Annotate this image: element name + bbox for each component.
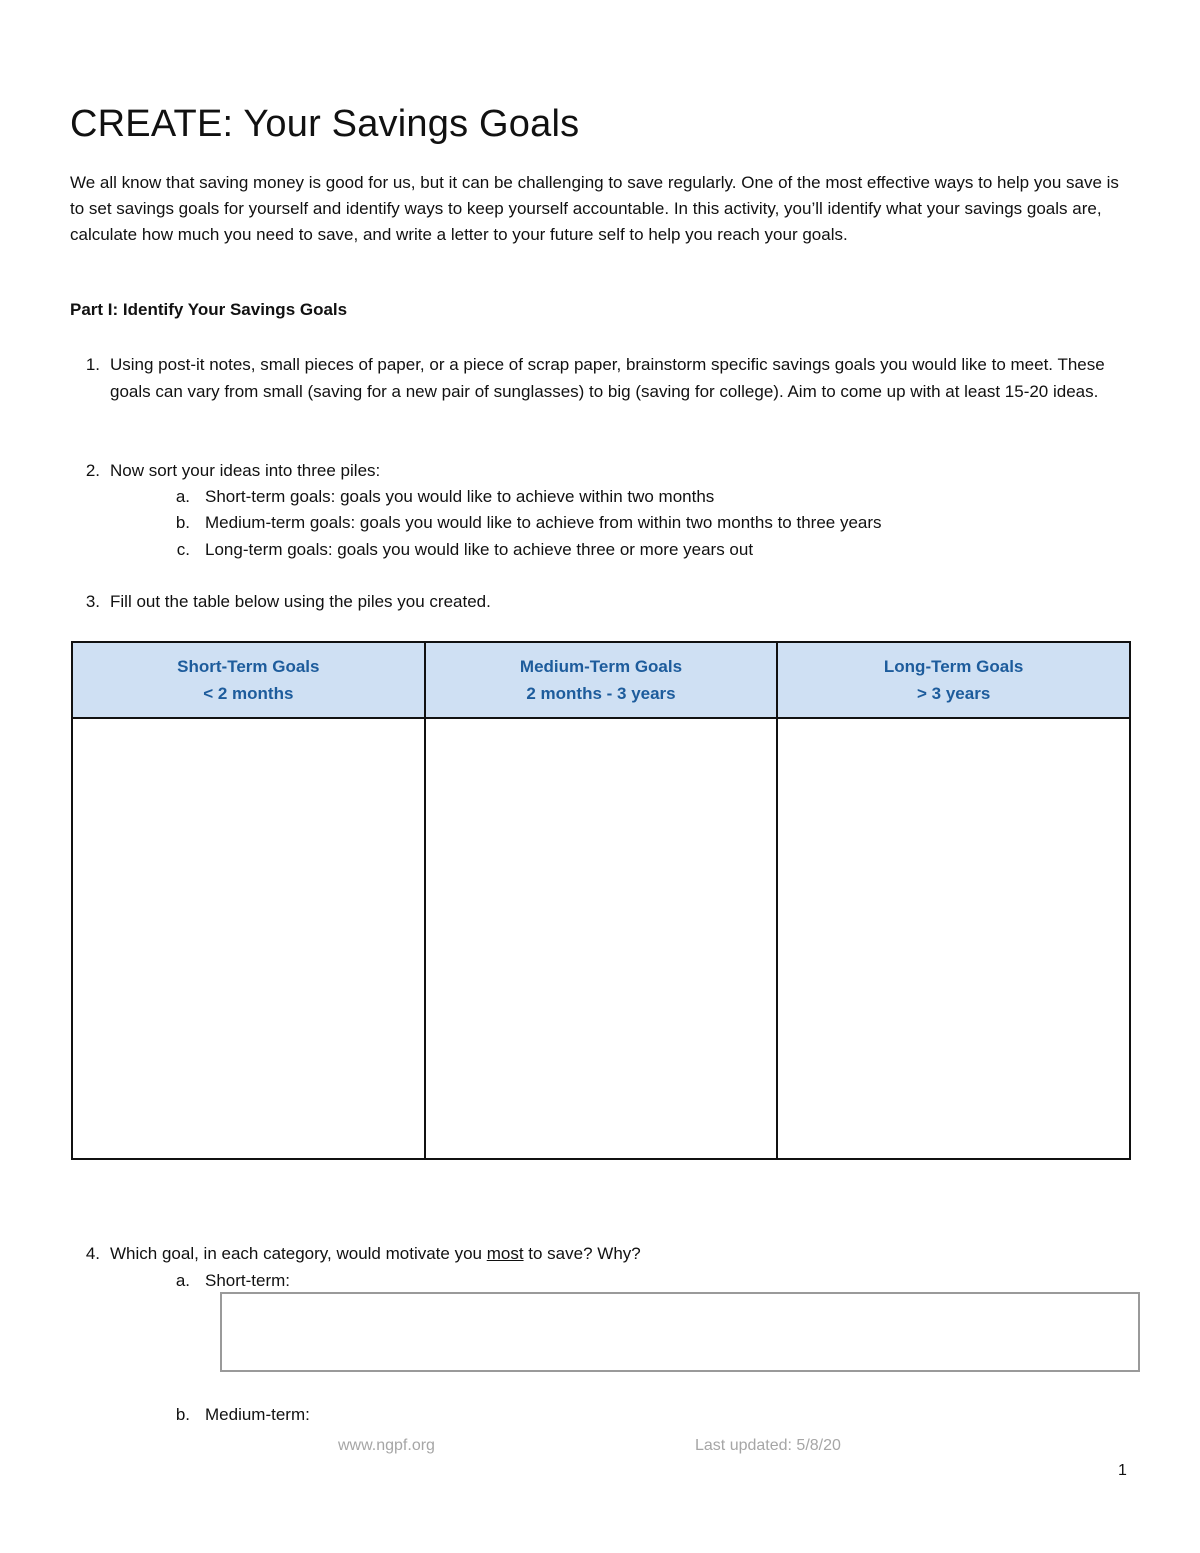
column-range: < 2 months (203, 684, 294, 703)
subitem-text: Short-term: (205, 1271, 291, 1290)
subitem-letter: b. (175, 1405, 190, 1424)
subitem-text: Short-term goals: goals you would like to achieve within two months (205, 487, 715, 506)
step-text-after: to save? Why? (523, 1244, 641, 1263)
column-title: Long-Term Goals (883, 657, 1024, 676)
column-range: > 3 years (917, 684, 991, 703)
step-text: Fill out the table below using the piles you created. (110, 592, 491, 611)
medium-term-goals-cell[interactable] (425, 718, 778, 1159)
subitem-letter: a. (175, 487, 190, 506)
part-heading: Part I: Identify Your Savings Goals (70, 300, 348, 319)
column-title: Medium-Term Goals (519, 657, 683, 676)
subitem-text: Medium-term: (205, 1405, 310, 1424)
subitem-text: Long-term goals: goals you would like to achieve three or more years out (205, 540, 754, 559)
page-number: 1 (1118, 1462, 1127, 1479)
column-header-short-term (72, 642, 425, 718)
step-number: 2. (85, 461, 100, 480)
emphasis-text: most (486, 1244, 524, 1263)
step-text (110, 1241, 641, 1268)
savings-goals-table (71, 641, 1131, 1160)
subitem-letter: c. (176, 540, 190, 559)
long-term-goals-cell[interactable] (777, 718, 1130, 1159)
column-range: 2 months - 3 years (526, 684, 676, 703)
column-header-medium-term (425, 642, 778, 718)
subitem-text: Medium-term goals: goals you would like to achieve from within two months to three years (205, 513, 882, 532)
intro-paragraph: We all know that saving money is good for us, but it can be challenging to save regularly. One of the most effective ways to help you save is to set savings goals for yourself and identify ways to keep yourself accountable. In this activity, you’ll identify what your savings goals are, calculate how much you need to save, and write a letter to your future self to help you reach your goals. (70, 173, 1119, 244)
footer-website-link[interactable]: www.ngpf.org (338, 1437, 435, 1454)
step-text: Now sort your ideas into three piles: (110, 461, 381, 480)
step-number: 1. (85, 355, 100, 374)
short-term-goals-cell[interactable] (72, 718, 425, 1159)
column-header-long-term (777, 642, 1130, 718)
subitem-letter: a. (175, 1271, 190, 1290)
footer-last-updated: Last updated: 5/8/20 (695, 1437, 841, 1454)
short-term-answer-box[interactable] (220, 1292, 1140, 1372)
page-title: CREATE: Your Savings Goals (70, 103, 580, 145)
step-number: 3. (85, 592, 100, 611)
subitem-letter: b. (175, 513, 190, 532)
step-text-before: Which goal, in each category, would motivate you (110, 1244, 487, 1263)
step-text: Using post-it notes, small pieces of paper, or a piece of scrap paper, brainstorm specific savings goals you would like to meet. These goals can vary from small (saving for a new pair of sunglasses) to big (saving for college). Aim to come up with at least 15-20 ideas. (110, 355, 1105, 401)
column-title: Short-Term Goals (177, 657, 320, 676)
step-number: 4. (85, 1244, 100, 1263)
